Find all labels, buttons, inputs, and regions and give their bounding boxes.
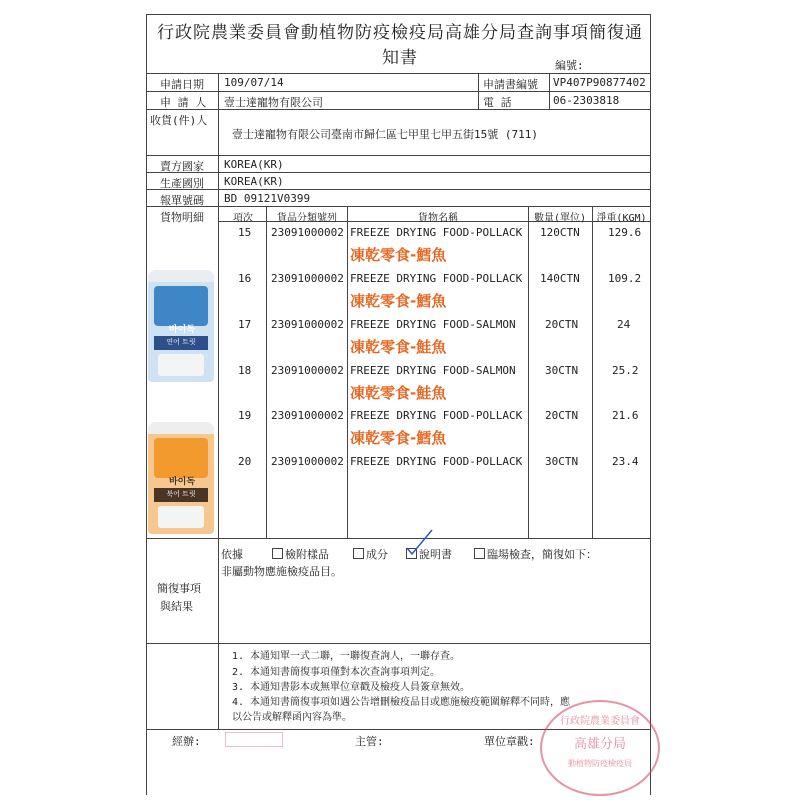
- product-photo-pollack: [148, 422, 214, 534]
- col-header-no: 項次: [233, 213, 253, 224]
- row-weight: 23.4: [612, 455, 639, 468]
- grid-line: [146, 155, 651, 156]
- consignee-value: 壹士達寵物有限公司臺南市歸仁區七甲里七甲五街15號 (711): [232, 128, 538, 141]
- applicant-label: 申 請 人: [160, 96, 207, 109]
- row-weight: 109.2: [608, 272, 642, 285]
- row-name-zh: 凍乾零食-鱈魚: [350, 429, 447, 447]
- checkbox-inspection[interactable]: [474, 548, 485, 559]
- row-code: 23091000002: [271, 226, 344, 239]
- frame-top: [146, 14, 651, 15]
- row-name-zh: 凍乾零食-鱈魚: [350, 292, 447, 310]
- row-qty: 120CTN: [540, 226, 580, 239]
- col-header-weight: 淨重(KGM): [596, 213, 647, 224]
- row-name-zh: 凍乾零食-鮭魚: [350, 338, 447, 356]
- grid-line: [528, 206, 529, 538]
- note-4: 4. 本通知書簡復事項如遇公告增刪檢疫品目或應施檢疫範圍解釋不同時，應: [232, 697, 571, 708]
- serial-label: 編號:: [555, 59, 584, 72]
- row-qty: 20CTN: [545, 409, 579, 422]
- official-seal: [540, 700, 660, 796]
- row-no: 20: [238, 455, 252, 468]
- goods-label: 貨物明細: [160, 211, 204, 224]
- applicant-value: 壹士達寵物有限公司: [224, 96, 323, 109]
- row-code: 23091000002: [271, 409, 344, 422]
- grid-line: [146, 206, 651, 207]
- row-no: 18: [238, 364, 252, 377]
- check-mark-icon: [404, 528, 434, 556]
- option-sample-label: 檢附樣品: [285, 548, 329, 561]
- grid-line: [146, 172, 651, 173]
- apply-date-label: 申請日期: [160, 78, 204, 91]
- row-name: FREEZE DRYING FOOD-SALMON: [350, 364, 516, 377]
- grid-line: [218, 73, 219, 206]
- origin-country-label: 生產國別: [160, 177, 204, 190]
- row-weight: 24: [617, 318, 631, 331]
- checkbox-ingredient[interactable]: [353, 548, 364, 559]
- product-photo-salmon: [148, 270, 214, 382]
- row-weight: 129.6: [608, 226, 642, 239]
- grid-line: [266, 206, 267, 538]
- row-weight: 21.6: [612, 409, 639, 422]
- note-1: 1. 本通知單一式二聯，一聯復查詢人，一聯存查。: [232, 651, 461, 662]
- seal-line-1: 行政院農業委員會: [560, 716, 640, 727]
- row-qty: 140CTN: [540, 272, 580, 285]
- jar1-brand: 바이독: [168, 325, 196, 335]
- grid-line: [146, 109, 651, 110]
- frame-right: [650, 14, 651, 795]
- row-no: 15: [238, 226, 252, 239]
- phone-value: 06-2303818: [553, 94, 620, 107]
- handler-seal: [225, 732, 283, 747]
- declaration-label: 報單號碼: [160, 194, 204, 207]
- option-ingredient-label: 成分: [366, 548, 388, 561]
- unit-seal-label: 單位章戳:: [484, 735, 535, 748]
- option-inspection[interactable]: [474, 546, 597, 562]
- grid-line: [146, 91, 651, 92]
- col-header-name: 貨物名稱: [418, 213, 458, 224]
- grid-line: [146, 73, 651, 74]
- apply-date-value: 109/07/14: [224, 76, 284, 89]
- grid-line: [218, 643, 219, 729]
- reply-label-2: 與結果: [160, 600, 193, 613]
- row-weight: 25.2: [612, 364, 639, 377]
- col-header-qty: 數量(單位): [533, 213, 587, 224]
- grid-line: [146, 189, 651, 190]
- reply-label-1: 簡復事項: [157, 582, 201, 595]
- consignee-label: 收貨(件)人: [150, 114, 208, 127]
- option-sample[interactable]: [272, 546, 329, 562]
- option-manual-label: 說明書: [419, 548, 452, 561]
- row-name: FREEZE DRYING FOOD-SALMON: [350, 318, 516, 331]
- jar2-label: 북어 트릿: [166, 490, 196, 498]
- note-5: 以公告或解釋函內容為準。: [232, 712, 352, 723]
- doc-no-value: VP407P90877402: [553, 76, 646, 89]
- checkbox-sample[interactable]: [272, 548, 283, 559]
- grid-line: [347, 206, 348, 538]
- grid-line: [218, 538, 219, 643]
- phone-label: 電 話: [483, 96, 512, 109]
- row-name: FREEZE DRYING FOOD-POLLACK: [350, 272, 523, 285]
- row-qty: 20CTN: [545, 318, 579, 331]
- declaration-value: BD 09121V0399: [224, 192, 311, 205]
- row-name: FREEZE DRYING FOOD-POLLACK: [350, 409, 523, 422]
- note-3: 3. 本通知書影本或無單位章戳及檢疫人員簽章無效。: [232, 682, 471, 693]
- seller-country-label: 賣方國家: [160, 160, 204, 173]
- row-name: FREEZE DRYING FOOD-POLLACK: [350, 455, 523, 468]
- option-ingredient[interactable]: [353, 546, 388, 562]
- grid-line: [146, 538, 651, 539]
- grid-line: [549, 73, 550, 109]
- origin-country-value: KOREA(KR): [224, 175, 284, 188]
- grid-line: [218, 206, 219, 538]
- row-code: 23091000002: [271, 272, 344, 285]
- row-qty: 30CTN: [545, 364, 579, 377]
- row-no: 16: [238, 272, 252, 285]
- seal-line-3: 動植物防疫檢疫局: [568, 759, 632, 768]
- row-code: 23091000002: [271, 318, 344, 331]
- seal-line-2: 高雄分局: [573, 737, 626, 752]
- reply-result: 非屬動物應施檢疫品目。: [221, 565, 342, 578]
- row-no: 19: [238, 409, 252, 422]
- option-inspection-label: 臨場檢查，簡復如下：: [487, 548, 597, 561]
- handler-label: 經辦:: [172, 735, 201, 748]
- basis-label: 依據: [221, 548, 243, 561]
- row-name: FREEZE DRYING FOOD-POLLACK: [350, 226, 523, 239]
- grid-line: [478, 73, 479, 109]
- row-name-zh: 凍乾零食-鱈魚: [350, 246, 447, 264]
- row-qty: 30CTN: [545, 455, 579, 468]
- supervisor-label: 主管:: [355, 735, 384, 748]
- document-title: 行政院農業委員會動植物防疫檢疫局高雄分局查詢事項簡復通知書: [157, 23, 643, 68]
- grid-line: [146, 643, 651, 644]
- jar1-label: 연어 트릿: [166, 338, 196, 346]
- jar2-brand: 바이독: [168, 477, 196, 487]
- seller-country-value: KOREA(KR): [224, 158, 284, 171]
- note-2: 2. 本通知書簡復事項僅對本次查詢事項判定。: [232, 667, 441, 678]
- row-code: 23091000002: [271, 455, 344, 468]
- row-no: 17: [238, 318, 252, 331]
- row-code: 23091000002: [271, 364, 344, 377]
- row-name-zh: 凍乾零食-鮭魚: [350, 384, 447, 402]
- frame-left: [146, 14, 147, 795]
- col-header-code: 貨品分類號列: [277, 213, 337, 224]
- grid-line: [592, 206, 593, 538]
- doc-no-label: 申請書編號: [483, 78, 538, 91]
